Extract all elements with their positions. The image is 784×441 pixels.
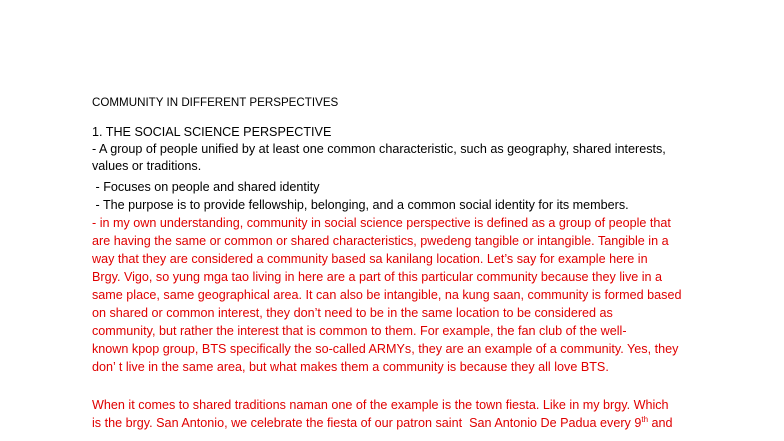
understanding-line: don’ t live in the same area, but what makes them a community is because they all love BTS.: [92, 360, 609, 374]
understanding-line: way that they are considered a community based sa kanilang location. Let’s say for example here in: [92, 252, 648, 266]
understanding-line: community, but rather the interest that is common to them. For example, the fan club of the well-: [92, 324, 627, 338]
traditions-line-with-date: [92, 415, 673, 432]
understanding-line: Brgy. Vigo, so yung mga tao living in here are a part of this particular community because they live in a: [92, 270, 663, 284]
traditions-line-end: and: [648, 416, 673, 430]
understanding-line: on shared or common interest, they don’t need to be in the same location to be considered as: [92, 306, 613, 320]
section-heading: 1. THE SOCIAL SCIENCE PERSPECTIVE: [92, 125, 332, 139]
understanding-line: - in my own understanding, community in social science perspective is defined as a group of people that: [92, 216, 671, 230]
traditions-line-text: is the brgy. San Antonio, we celebrate the fiesta of our patron saint San Antonio De Padua every 9: [92, 416, 642, 430]
bullet-item: - The purpose is to provide fellowship, belonging, and a common social identity for its members.: [92, 198, 629, 212]
ordinal-superscript: th: [641, 414, 649, 424]
document-title: COMMUNITY IN DIFFERENT PERSPECTIVES: [92, 96, 339, 109]
understanding-line: known kpop group, BTS specifically the so-called ARMYs, they are an example of a community. Yes, they: [92, 342, 679, 356]
definition-line-2: values or traditions.: [92, 159, 202, 173]
bullet-item: - Focuses on people and shared identity: [92, 180, 320, 194]
definition-line-1: - A group of people unified by at least one common characteristic, such as geography, shared interests,: [92, 142, 666, 156]
understanding-line: same place, same geographical area. It can also be intangible, na kung saan, community is formed based: [92, 288, 682, 302]
traditions-line: When it comes to shared traditions naman one of the example is the town fiesta. Like in my brgy. Which: [92, 398, 669, 412]
understanding-line: are having the same or common or shared characteristics, pwedeng tangible or intangible. Tangible in a: [92, 234, 669, 248]
